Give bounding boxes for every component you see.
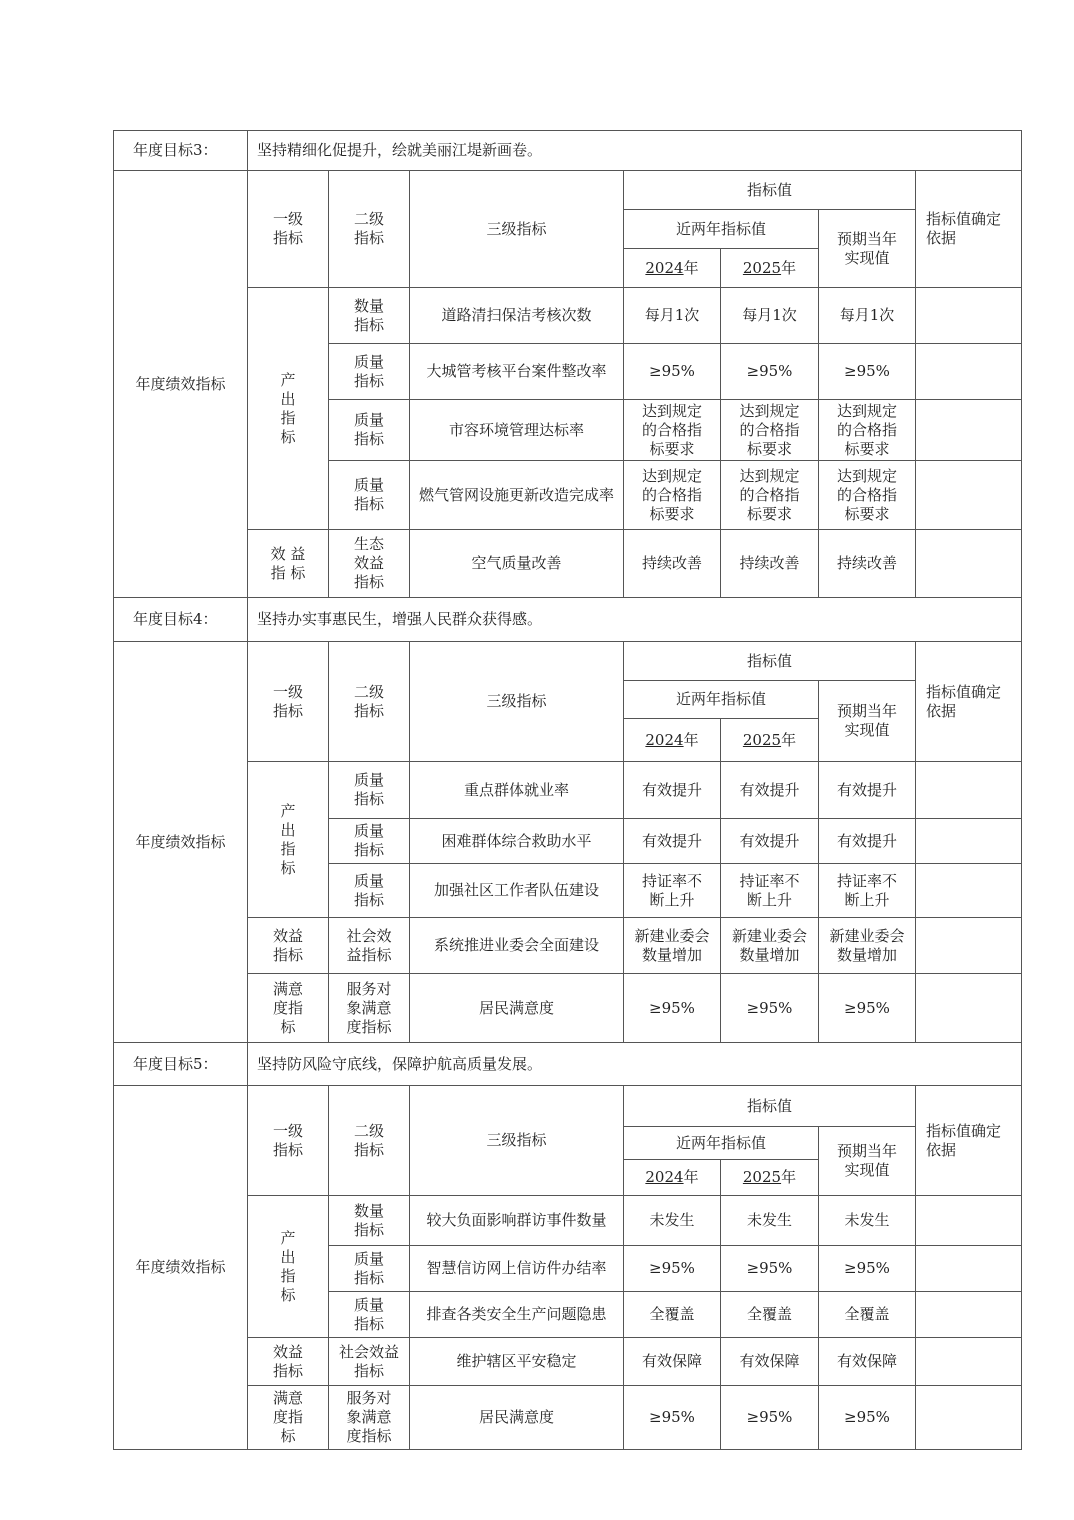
indicator-row: [114, 288, 1022, 344]
header-basis: 指标值确定 依据: [916, 171, 1022, 288]
value-expected: ≥95%: [819, 974, 916, 1043]
level1-indicator: 效益 指标: [248, 1338, 329, 1386]
value-2024: 每月1次: [624, 288, 721, 344]
level3-indicator: 大城管考核平台案件整改率: [410, 344, 624, 400]
header-index-value: 指标值: [624, 171, 916, 210]
value-expected: ≥95%: [819, 1246, 916, 1292]
value-basis: [916, 974, 1022, 1043]
value-2025: 达到规定 的合格指 标要求: [721, 400, 819, 461]
year-number: 2024: [645, 258, 684, 277]
value-basis: [916, 864, 1022, 918]
goal-text: 坚持办实事惠民生，增强人民群众获得感。: [248, 598, 1022, 642]
year-number: 2025: [742, 730, 782, 749]
value-2025: ≥95%: [721, 344, 819, 400]
value-basis: [916, 819, 1022, 864]
header-index-value: 指标值: [624, 642, 916, 681]
level2-indicator: 数量 指标: [329, 288, 410, 344]
header-expected: 预期当年 实现值: [819, 1127, 916, 1196]
indicator-row: [114, 1386, 1022, 1450]
level3-indicator: 居民满意度: [410, 1386, 624, 1450]
level1-indicator: 产 出 指 标: [248, 288, 329, 530]
indicator-row: [114, 1338, 1022, 1386]
value-2024: ≥95%: [624, 1386, 721, 1450]
level2-indicator: 社会效益 指标: [329, 1338, 410, 1386]
level2-indicator: 质量 指标: [329, 344, 410, 400]
level2-indicator: 质量 指标: [329, 819, 410, 864]
goal-label: 年度目标4：: [114, 598, 248, 642]
performance-table: [113, 130, 1022, 1450]
header-year-2025: [721, 249, 819, 288]
value-expected: 有效提升: [819, 819, 916, 864]
indicator-row: [114, 1196, 1022, 1246]
section-label: 年度绩效指标: [114, 642, 248, 1043]
level2-indicator: 生态 效益 指标: [329, 530, 410, 598]
section-label: 年度绩效指标: [114, 171, 248, 598]
value-expected: 未发生: [819, 1196, 916, 1246]
year-suffix: 年: [781, 730, 797, 749]
value-basis: [916, 1246, 1022, 1292]
value-basis: [916, 1386, 1022, 1450]
goal-row: [114, 598, 1022, 642]
header-index-value: 指标值: [624, 1086, 916, 1127]
value-basis: [916, 288, 1022, 344]
year-suffix: 年: [683, 258, 699, 277]
value-2025: ≥95%: [721, 1246, 819, 1292]
header-level1: 一级 指标: [248, 642, 329, 762]
value-expected: 新建业委会 数量增加: [819, 918, 916, 974]
value-2025: 新建业委会 数量增加: [721, 918, 819, 974]
value-2025: 全覆盖: [721, 1292, 819, 1338]
header-level3: 三级指标: [410, 642, 624, 762]
header-level3: 三级指标: [410, 171, 624, 288]
level3-indicator: 较大负面影响群访事件数量: [410, 1196, 624, 1246]
value-expected: 持证率不 断上升: [819, 864, 916, 918]
value-2025: 有效保障: [721, 1338, 819, 1386]
header-recent-two-years: 近两年指标值: [624, 681, 819, 719]
value-2024: 持证率不 断上升: [624, 864, 721, 918]
value-expected: 有效保障: [819, 1338, 916, 1386]
value-2024: 新建业委会 数量增加: [624, 918, 721, 974]
level3-indicator: 系统推进业委会全面建设: [410, 918, 624, 974]
value-2025: 达到规定 的合格指 标要求: [721, 461, 819, 530]
year-number: 2024: [645, 1168, 684, 1186]
performance-goals-document: [113, 130, 1021, 1450]
level2-indicator: 质量 指标: [329, 1246, 410, 1292]
level2-indicator: 质量 指标: [329, 1292, 410, 1338]
year-number: 2025: [742, 258, 782, 277]
level3-indicator: 燃气管网设施更新改造完成率: [410, 461, 624, 530]
level3-indicator: 加强社区工作者队伍建设: [410, 864, 624, 918]
header-row: [114, 1086, 1022, 1127]
value-2025: 每月1次: [721, 288, 819, 344]
level3-indicator: 重点群体就业率: [410, 762, 624, 819]
year-suffix: 年: [683, 1168, 699, 1186]
year-suffix: 年: [781, 258, 797, 277]
header-level1: 一级 指标: [248, 171, 329, 288]
level3-indicator: 空气质量改善: [410, 530, 624, 598]
value-2024: ≥95%: [624, 1246, 721, 1292]
header-level1: 一级 指标: [248, 1086, 329, 1196]
value-2024: 达到规定 的合格指 标要求: [624, 461, 721, 530]
value-expected: ≥95%: [819, 1386, 916, 1450]
indicator-row: [114, 918, 1022, 974]
value-basis: [916, 918, 1022, 974]
header-year-2025: [721, 1160, 819, 1196]
level3-indicator: 市容环境管理达标率: [410, 400, 624, 461]
goal-row: [114, 131, 1022, 171]
value-basis: [916, 400, 1022, 461]
value-2024: 持续改善: [624, 530, 721, 598]
level1-indicator: 产 出 指 标: [248, 762, 329, 918]
value-2024: 有效提升: [624, 819, 721, 864]
value-expected: 全覆盖: [819, 1292, 916, 1338]
value-2025: 未发生: [721, 1196, 819, 1246]
year-suffix: 年: [781, 1168, 797, 1186]
level2-indicator: 服务对 象满意 度指标: [329, 974, 410, 1043]
level2-indicator: 质量 指标: [329, 762, 410, 819]
indicator-row: [114, 974, 1022, 1043]
value-expected: ≥95%: [819, 344, 916, 400]
header-level2: 二级 指标: [329, 171, 410, 288]
header-row: [114, 642, 1022, 681]
level3-indicator: 智慧信访网上信访件办结率: [410, 1246, 624, 1292]
section-label: 年度绩效指标: [114, 1086, 248, 1450]
level1-indicator: 效 益 指 标: [248, 530, 329, 598]
level1-indicator: 效益 指标: [248, 918, 329, 974]
value-expected: 达到规定 的合格指 标要求: [819, 461, 916, 530]
level2-indicator: 服务对 象满意 度指标: [329, 1386, 410, 1450]
value-basis: [916, 461, 1022, 530]
value-expected: 每月1次: [819, 288, 916, 344]
header-expected: 预期当年 实现值: [819, 681, 916, 762]
value-2024: 有效保障: [624, 1338, 721, 1386]
value-expected: 达到规定 的合格指 标要求: [819, 400, 916, 461]
indicator-row: [114, 530, 1022, 598]
value-2025: 持证率不 断上升: [721, 864, 819, 918]
value-basis: [916, 344, 1022, 400]
header-year-2024: [624, 249, 721, 288]
value-2024: 达到规定 的合格指 标要求: [624, 400, 721, 461]
level3-indicator: 困难群体综合救助水平: [410, 819, 624, 864]
level1-indicator: 产 出 指 标: [248, 1196, 329, 1338]
header-basis: 指标值确定 依据: [916, 642, 1022, 762]
level3-indicator: 道路清扫保洁考核次数: [410, 288, 624, 344]
header-year-2025: [721, 719, 819, 762]
value-2024: 全覆盖: [624, 1292, 721, 1338]
level2-indicator: 数量 指标: [329, 1196, 410, 1246]
year-number: 2025: [742, 1168, 782, 1186]
header-expected: 预期当年 实现值: [819, 210, 916, 288]
value-2025: 有效提升: [721, 819, 819, 864]
header-level2: 二级 指标: [329, 642, 410, 762]
level2-indicator: 质量 指标: [329, 461, 410, 530]
value-2024: 有效提升: [624, 762, 721, 819]
value-2025: 有效提升: [721, 762, 819, 819]
value-basis: [916, 1196, 1022, 1246]
header-level2: 二级 指标: [329, 1086, 410, 1196]
header-level3: 三级指标: [410, 1086, 624, 1196]
year-number: 2024: [645, 730, 684, 749]
level2-indicator: 质量 指标: [329, 400, 410, 461]
header-row: [114, 171, 1022, 210]
value-2024: ≥95%: [624, 974, 721, 1043]
indicator-row: [114, 762, 1022, 819]
goal-row: [114, 1043, 1022, 1086]
goal-label: 年度目标5：: [114, 1043, 248, 1086]
level1-indicator: 满意 度指 标: [248, 1386, 329, 1450]
level2-indicator: 质量 指标: [329, 864, 410, 918]
value-basis: [916, 762, 1022, 819]
goal-text: 坚持防风险守底线，保障护航高质量发展。: [248, 1043, 1022, 1086]
goal-text: 坚持精细化促提升，绘就美丽江堤新画卷。: [248, 131, 1022, 171]
value-2025: ≥95%: [721, 1386, 819, 1450]
level3-indicator: 排查各类安全生产问题隐患: [410, 1292, 624, 1338]
value-2024: 未发生: [624, 1196, 721, 1246]
header-year-2024: [624, 1160, 721, 1196]
value-expected: 有效提升: [819, 762, 916, 819]
value-basis: [916, 530, 1022, 598]
level1-indicator: 满意 度指 标: [248, 974, 329, 1043]
year-suffix: 年: [683, 730, 699, 749]
header-recent-two-years: 近两年指标值: [624, 1127, 819, 1160]
goal-label: 年度目标3：: [114, 131, 248, 171]
value-basis: [916, 1338, 1022, 1386]
header-year-2024: [624, 719, 721, 762]
value-expected: 持续改善: [819, 530, 916, 598]
level3-indicator: 居民满意度: [410, 974, 624, 1043]
value-2024: ≥95%: [624, 344, 721, 400]
level3-indicator: 维护辖区平安稳定: [410, 1338, 624, 1386]
value-2025: ≥95%: [721, 974, 819, 1043]
value-2025: 持续改善: [721, 530, 819, 598]
value-basis: [916, 1292, 1022, 1338]
header-recent-two-years: 近两年指标值: [624, 210, 819, 249]
level2-indicator: 社会效 益指标: [329, 918, 410, 974]
header-basis: 指标值确定 依据: [916, 1086, 1022, 1196]
